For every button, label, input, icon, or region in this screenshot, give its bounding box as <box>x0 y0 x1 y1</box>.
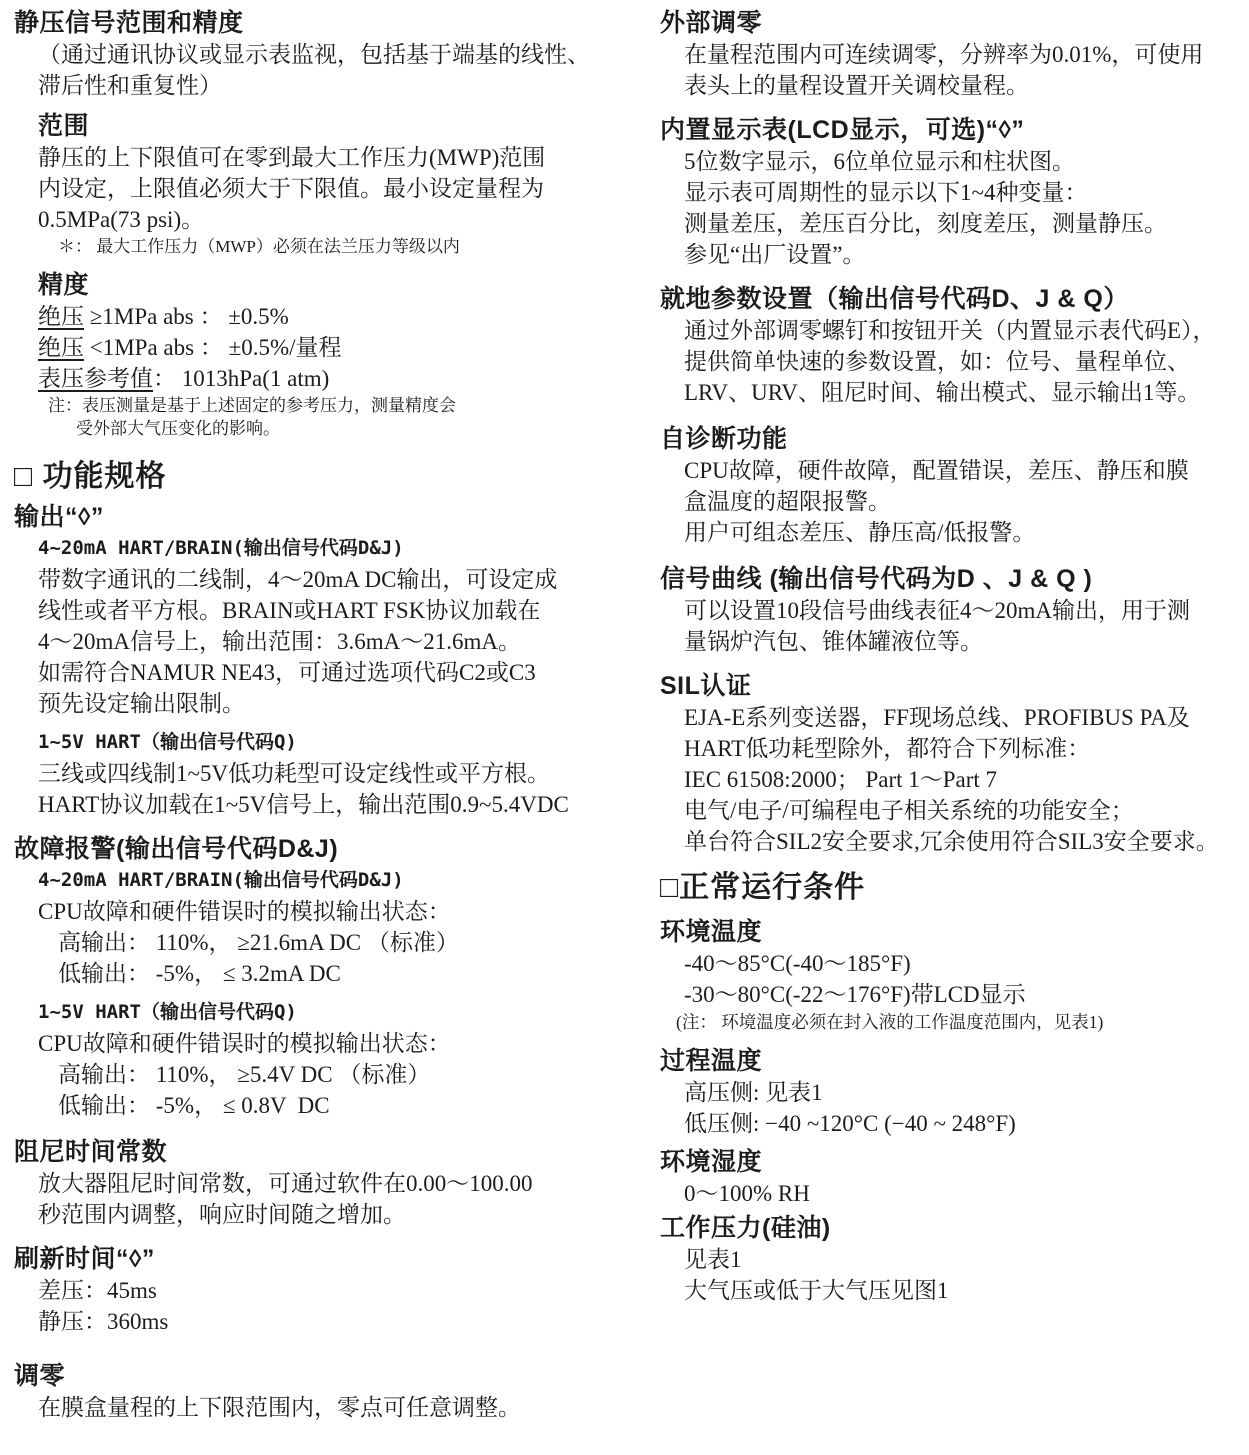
body-line: 表头上的量程设置开关调校量程。 <box>684 73 1029 98</box>
body-line: 0～100% RH <box>684 1181 810 1206</box>
subheading-4-20ma-hart-brain: 4~20mA HART/BRAIN(输出信号代码D&J) <box>38 537 404 559</box>
body-line: 带数字通讯的二线制，4～20mA DC输出，可设定成 <box>38 567 558 592</box>
heading-external-zero: 外部调零 <box>660 9 763 37</box>
body-line-low-output: 低输出： -5%， ≤ 3.2mA DC <box>58 961 341 986</box>
section-output <box>14 502 618 820</box>
body-line-low-output: 低输出： -5%， ≤ 0.8V DC <box>58 1093 330 1118</box>
body-line: 量锅炉汽包、锥体罐液位等。 <box>684 629 983 654</box>
body-line: 滞后性和重复性） <box>38 73 222 98</box>
body-line: 静压的上下限值可在零到最大工作压力(MWP)范围 <box>38 145 546 170</box>
section-process-temperature <box>660 1046 1245 1139</box>
section-refresh-time <box>14 1244 618 1337</box>
body-line: 测量差压，差压百分比，刻度差压，测量静压。 <box>684 211 1167 236</box>
heading-output: 输出“◊” <box>14 503 104 531</box>
underlined-term: 绝压 <box>38 335 84 360</box>
body-line: 三线或四线制1~5V低功耗型可设定线性或平方根。 <box>38 761 551 786</box>
body-line: 在膜盒量程的上下限范围内，零点可任意调整。 <box>38 1395 521 1420</box>
section-title-functional-specs: □ 功能规格 <box>14 460 167 493</box>
heading-failure-alarm: 故障报警(输出信号代码D&J) <box>14 835 339 863</box>
body-line: HART协议加载在1~5V信号上，输出范围0.9~5.4VDC <box>38 792 569 817</box>
body-line: 内设定，上限值必须大于下限值。最小设定量程为 <box>38 176 544 201</box>
body-line: CPU故障和硬件错误时的模拟输出状态： <box>38 1031 451 1056</box>
body-line: 见表1 <box>684 1247 742 1272</box>
body-line: 在量程范围内可连续调零，分辨率为0.01%，可使用 <box>684 42 1204 67</box>
section-ambient-humidity <box>660 1147 1245 1209</box>
subheading-accuracy: 精度 <box>38 271 90 299</box>
section-signal-characterizer <box>660 564 1245 657</box>
section-ambient-temperature <box>660 917 1245 1034</box>
footnote-mwp: ＊： 最大工作压力（MWP）必须在法兰压力等级以内 <box>58 237 460 256</box>
accuracy-line <box>38 363 618 394</box>
accuracy-value: ： 1013hPa(1 atm) <box>153 366 330 391</box>
heading-process-temperature: 过程温度 <box>660 1047 763 1075</box>
body-line: -40～85°C(-40～185°F) <box>684 951 911 976</box>
heading-integral-indicator: 内置显示表(LCD显示，可选)“◊” <box>660 116 1025 144</box>
subheading-4-20ma-hart-brain: 4~20mA HART/BRAIN(输出信号代码D&J) <box>38 869 404 891</box>
section-title-normal-operating-conditions: □正常运行条件 <box>660 871 866 904</box>
body-line: -30～80°C(-22～176°F)带LCD显示 <box>684 982 1026 1007</box>
body-line: 电气/电子/可编程电子相关系统的功能安全； <box>684 798 1134 823</box>
accuracy-line <box>38 332 618 363</box>
body-line: 盒温度的超限报警。 <box>684 489 891 514</box>
body-line: EJA-E系列变送器，FF现场总线、PROFIBUS PA及 <box>684 705 1190 730</box>
heading-ambient-humidity: 环境湿度 <box>660 1148 763 1176</box>
body-line: 提供简单快速的参数设置，如：位号、量程单位、 <box>684 349 1190 374</box>
section-local-parameter-setting <box>660 284 1245 408</box>
body-line: 单台符合SIL2安全要求,冗余使用符合SIL3安全要求。 <box>684 829 1219 854</box>
section-zero-adjust <box>14 1361 618 1423</box>
heading-local-parameter-setting: 就地参数设置（输出信号代码D、J & Q） <box>660 285 1129 313</box>
body-line: 用户可组态差压、静压高/低报警。 <box>684 520 1036 545</box>
body-line-low-side: 低压侧: −40 ~120°C (−40 ~ 248°F) <box>684 1111 1016 1136</box>
body-line: 线性或者平方根。BRAIN或HART FSK协议加载在 <box>38 598 541 623</box>
body-line: （通过通讯协议或显示表监视，包括基于端基的线性、 <box>38 42 590 67</box>
body-line: 通过外部调零螺钉和按钮开关（内置显示表代码E）， <box>684 318 1216 343</box>
accuracy-value: <1MPa abs ： ±0.5%/量程 <box>84 335 342 360</box>
body-line-dp-refresh: 差压：45ms <box>38 1278 157 1303</box>
heading-refresh-time: 刷新时间“◊” <box>14 1245 155 1273</box>
accuracy-value: ≥1MPa abs ： ±0.5% <box>84 304 289 329</box>
body-line: 4～20mA信号上，输出范围：3.6mA～21.6mA。 <box>38 629 521 654</box>
subheading-1-5v-hart: 1~5V HART（输出信号代码Q) <box>38 1001 297 1023</box>
section-integral-indicator <box>660 115 1245 270</box>
section-failure-alarm <box>14 834 618 1121</box>
section-static-pressure-range-accuracy <box>14 8 618 440</box>
body-line: CPU故障，硬件故障，配置错误，差压、静压和膜 <box>684 458 1189 483</box>
footnote-ambient-temperature: (注： 环境温度必须在封入液的工作温度范围内，见表1) <box>676 1012 1104 1032</box>
section-self-diagnostics <box>660 424 1245 548</box>
body-line: 大气压或低于大气压见图1 <box>684 1278 949 1303</box>
heading-static-pressure-range-accuracy: 静压信号范围和精度 <box>14 9 244 37</box>
left-column <box>14 8 618 1455</box>
body-line: 秒范围内调整，响应时间随之增加。 <box>38 1202 406 1227</box>
heading-ambient-temperature: 环境温度 <box>660 918 763 946</box>
heading-damping-time-constant: 阻尼时间常数 <box>14 1138 168 1166</box>
body-line: HART低功耗型除外，都符合下列标准： <box>684 736 1091 761</box>
heading-self-diagnostics: 自诊断功能 <box>660 425 788 453</box>
footnote-gauge-pressure: 注：表压测量是基于上述固定的参考压力，测量精度会 <box>48 396 456 415</box>
section-damping-time-constant <box>14 1137 618 1230</box>
subheading-range: 范围 <box>38 112 90 140</box>
body-line: 0.5MPa(73 psi)。 <box>38 207 205 232</box>
body-line-sp-refresh: 静压：360ms <box>38 1309 169 1334</box>
underlined-term: 绝压 <box>38 304 84 329</box>
body-line: IEC 61508:2000； Part 1～Part 7 <box>684 767 998 792</box>
underlined-term: 表压参考值 <box>38 366 153 391</box>
body-line-high-output: 高输出： 110%， ≥21.6mA DC （标准） <box>58 930 459 955</box>
body-line: 显示表可周期性的显示以下1~4种变量： <box>684 180 1088 205</box>
body-line: LRV、URV、阻尼时间、输出模式、显示输出1等。 <box>684 380 1201 405</box>
footnote-gauge-pressure-cont: 受外部大气压变化的影响。 <box>76 419 280 438</box>
subheading-1-5v-hart: 1~5V HART（输出信号代码Q) <box>38 731 297 753</box>
right-column <box>618 8 1245 1455</box>
body-line-high-output: 高输出： 110%， ≥5.4V DC （标准） <box>58 1062 431 1087</box>
heading-signal-characterizer: 信号曲线 (输出信号代码为D 、J & Q ) <box>660 565 1093 593</box>
section-working-pressure <box>660 1213 1245 1306</box>
body-line: 5位数字显示，6位单位显示和柱状图。 <box>684 149 1075 174</box>
section-external-zero <box>660 8 1245 101</box>
body-line: 可以设置10段信号曲线表征4～20mA输出，用于测 <box>684 598 1190 623</box>
accuracy-line <box>38 301 618 332</box>
heading-working-pressure: 工作压力(硅油) <box>660 1214 831 1242</box>
body-line: 如需符合NAMUR NE43，可通过选项代码C2或C3 <box>38 660 536 685</box>
body-line: 预先设定输出限制。 <box>38 691 245 716</box>
heading-sil-certification: SIL认证 <box>660 672 752 700</box>
body-line-high-side: 高压侧: 见表1 <box>684 1080 823 1105</box>
section-sil-certification <box>660 671 1245 857</box>
body-line: 参见“出厂设置”。 <box>684 242 866 267</box>
heading-zero-adjust: 调零 <box>14 1362 66 1390</box>
body-line: CPU故障和硬件错误时的模拟输出状态： <box>38 899 451 924</box>
body-line: 放大器阻尼时间常数，可通过软件在0.00～100.00 <box>38 1171 533 1196</box>
